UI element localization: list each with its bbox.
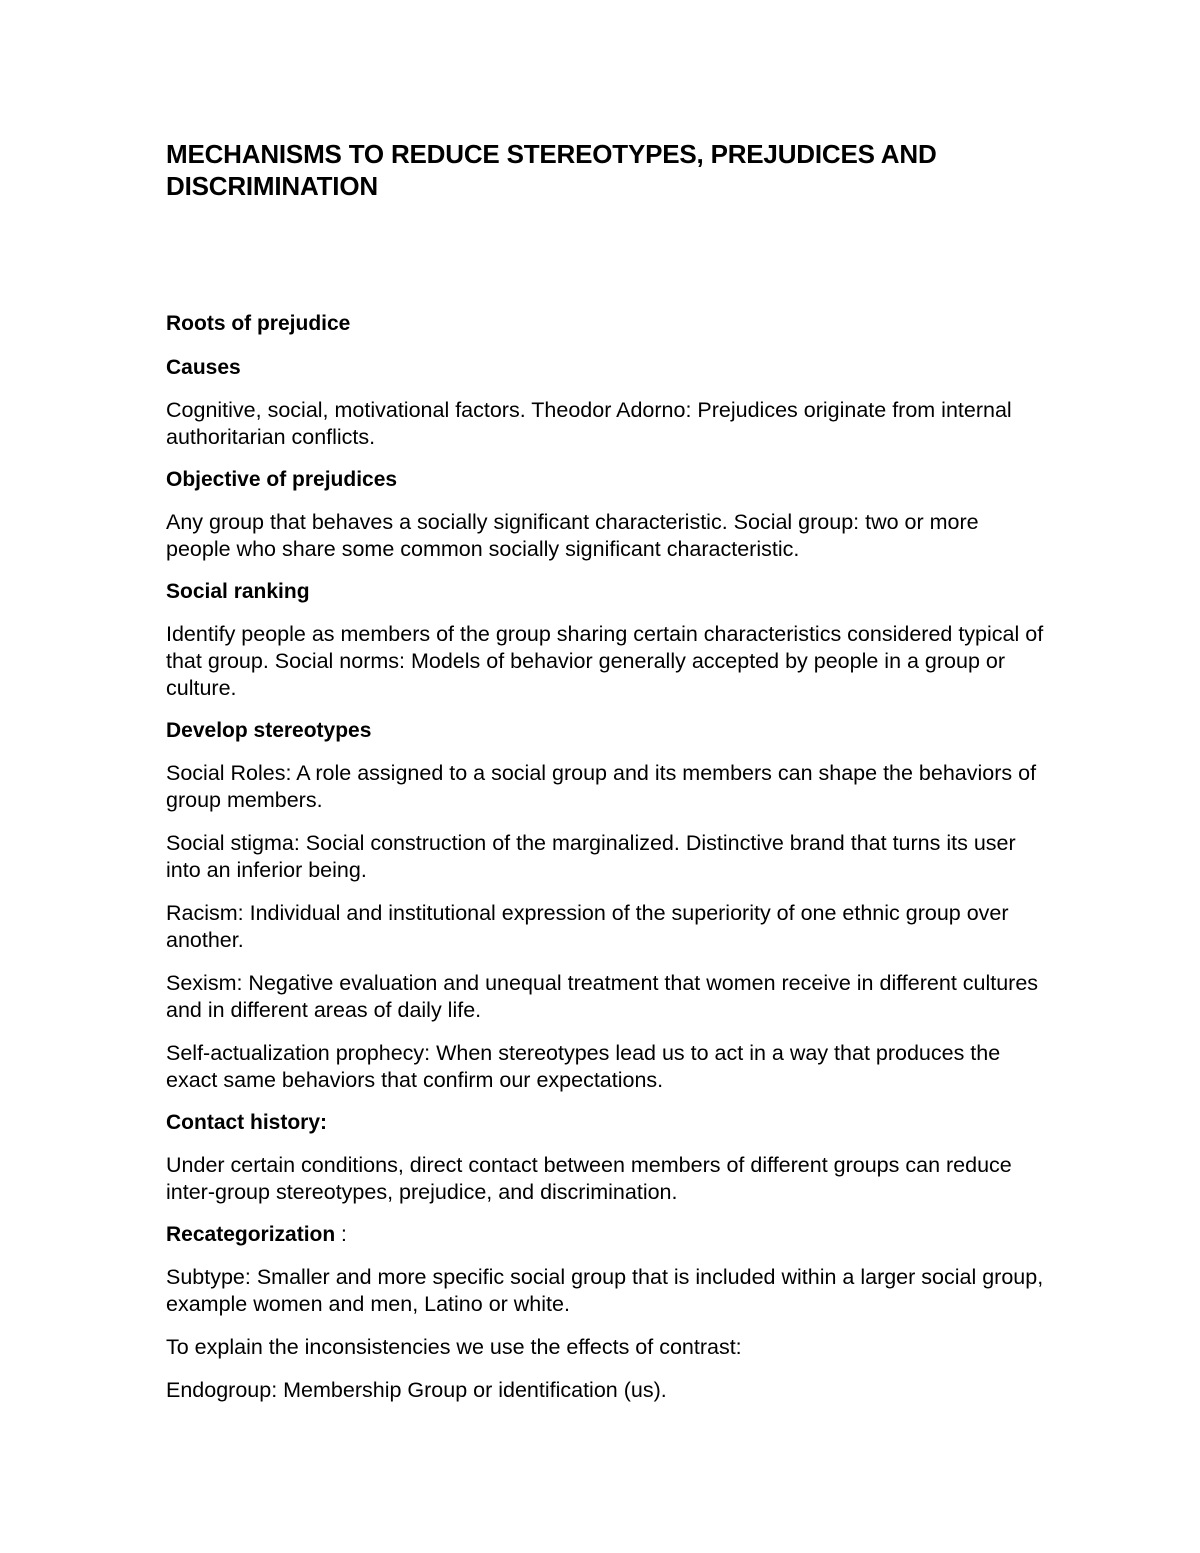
paragraph-objective: Any group that behaves a socially significant characteristic. Social group: two or more people who share some common socially significant characteristic. [166,510,979,561]
paragraph-causes: Cognitive, social, motivational factors. Theodor Adorno: Prejudices originate from internal authoritarian conflicts. [166,398,1012,449]
paragraph-sexism: Sexism: Negative evaluation and unequal treatment that women receive in different cultures and in different areas of daily life. [166,971,1039,1022]
heading-recategorization-suffix: : [335,1223,347,1246]
heading-contact-history: Contact history: [166,1111,328,1134]
paragraph-social-ranking: Identify people as members of the group sharing certain characteristics considered typical of that group. Social norms: Models of behavior generally accepted by people in a group or culture. [166,622,1044,700]
paragraph-subtype: Subtype: Smaller and more specific social group that is included within a larger social group, example women and men, Latino or white. [166,1265,1044,1316]
heading-causes: Causes [166,356,241,379]
paragraph-racism: Racism: Individual and institutional expression of the superiority of one ethnic group over another. [166,901,1009,952]
heading-develop-stereotypes: Develop stereotypes [166,719,372,742]
paragraph-contact-history: Under certain conditions, direct contact between members of different groups can reduce inter-group stereotypes, prejudice, and discrimination. [166,1153,1012,1204]
heading-recategorization [166,1222,1046,1248]
document-page [166,138,1046,1420]
heading-social-ranking: Social ranking [166,580,310,603]
heading-objective-of-prejudices: Objective of prejudices [166,468,398,491]
paragraph-self-actualization: Self-actualization prophecy: When stereotypes lead us to act in a way that produces the exact same behaviors that confirm our expectations. [166,1041,1001,1092]
heading-recategorization-text: Recategorization [166,1223,336,1246]
heading-roots-of-prejudice: Roots of prejudice [166,312,351,335]
document-title: MECHANISMS TO REDUCE STEREOTYPES, PREJUDICES AND DISCRIMINATION [166,139,937,201]
paragraph-endogroup: Endogroup: Membership Group or identification (us). [166,1378,667,1402]
paragraph-social-roles: Social Roles: A role assigned to a social group and its members can shape the behaviors of group members. [166,761,1037,812]
paragraph-contrast: To explain the inconsistencies we use the effects of contrast: [166,1335,742,1359]
document-body [166,311,1046,1404]
paragraph-social-stigma: Social stigma: Social construction of the marginalized. Distinctive brand that turns its user into an inferior being. [166,831,1016,882]
